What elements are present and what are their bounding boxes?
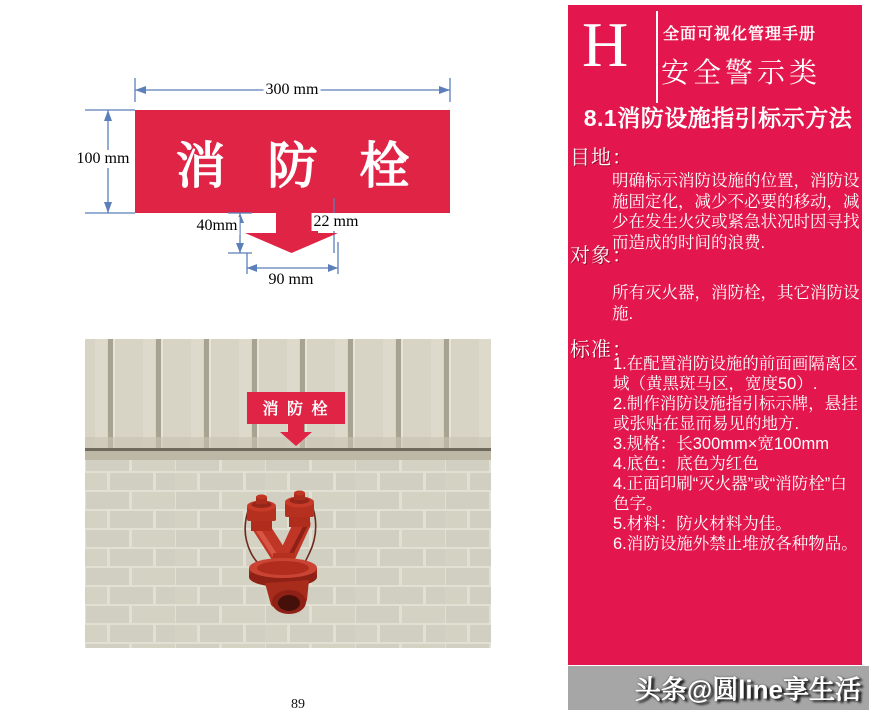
watermark-bar	[568, 666, 869, 710]
standards-item: 3.规格：长300mm×宽100mm	[613, 435, 829, 453]
standards-item: 2.制作消防设施指引标示牌，悬挂或张贴在显而易见的地方.	[613, 395, 858, 433]
standards-item: 1.在配置消防设施的前面画隔离区域（黄黑斑马区，宽度50）.	[613, 355, 858, 393]
standards-item: 4.正面印刷“灭火器”或“消防栓”白色字。	[613, 475, 847, 513]
section-title: 8.1消防设施指引标示方法	[583, 105, 853, 131]
standards-item: 6.消防设施外禁止堆放各种物品。	[613, 535, 858, 553]
standards-label: 标准：	[570, 339, 633, 361]
sign-plate-text: 消 防 栓	[175, 137, 424, 194]
dim-stem-label: 22 mm	[313, 213, 359, 230]
standards-list	[613, 354, 859, 554]
watermark-text: 头条@圆line享生活	[634, 674, 861, 705]
target-label: 对象：	[570, 245, 633, 267]
category-title: 安全警示类	[661, 57, 822, 88]
chapter-letter: H	[582, 9, 629, 80]
photo-sign-text: 消 防 栓	[262, 401, 330, 418]
purpose-body: 明确标示消防设施的位置，消防设施固定化，减少不必要的移动，减少在发生火灾或紧急状况时因寻找而造成的时间的浪费.	[612, 172, 860, 252]
page-number: 89	[291, 697, 305, 712]
purpose-label: 目地：	[570, 147, 633, 169]
target-body: 所有灭火器，消防栓，其它消防设施.	[612, 284, 860, 323]
photo-ledge	[85, 448, 491, 451]
dimension-lines	[60, 70, 470, 300]
section-panel	[568, 5, 862, 665]
standards-item: 5.材料：防火材料为佳。	[613, 515, 792, 533]
example-photo	[85, 339, 491, 648]
dim-drop-label: 40mm	[196, 217, 238, 234]
header-divider	[656, 11, 658, 103]
dim-height-label: 100 mm	[76, 150, 130, 167]
dim-head-label: 90 mm	[268, 271, 314, 288]
manual-title: 全面可视化管理手册	[663, 26, 817, 43]
standards-item: 4.底色：底色为红色	[613, 455, 759, 473]
dim-width-label: 300 mm	[265, 81, 319, 98]
